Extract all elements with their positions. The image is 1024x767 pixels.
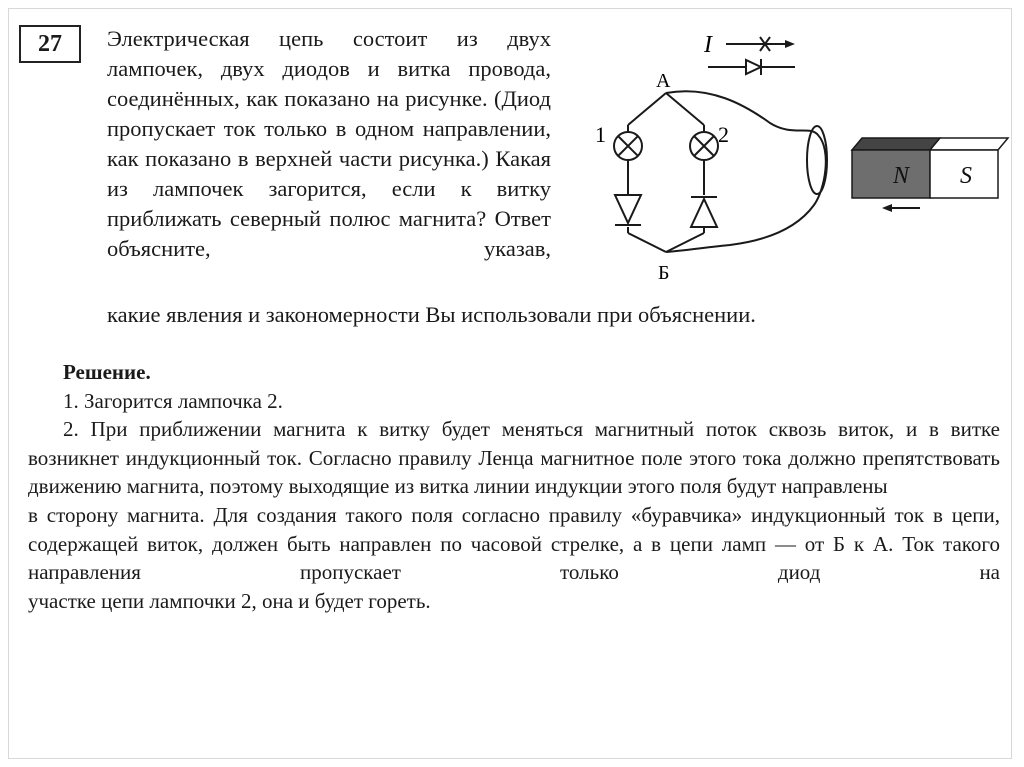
lamp-2 [690, 132, 718, 160]
diode-1 [615, 195, 641, 225]
solution-item-2-part-3: участке цепи лампочки 2, она и будет гореть. [28, 588, 431, 613]
magnet-north-label: N [892, 163, 910, 189]
magnet-motion-arrow [882, 204, 920, 212]
circuit-wires [628, 93, 704, 252]
magnet-south-label: S [960, 163, 972, 189]
question-text: Электрическая цепь состоит из двух лампочек, двух диодов и витка провода, соединённых, как показано на рисунке. (Диод пропускает ток только в одном направлении, как показано в верхней части рисунка.) Какая из лампочек загорится, если к витку приближать северный полюс магнита? Ответ объясните, указав, [107, 26, 551, 261]
circuit-diagram [570, 15, 1010, 315]
lamp-2-label: 2 [718, 122, 729, 147]
solution-block [28, 358, 1000, 615]
diode-legend-symbol [708, 59, 795, 75]
lamp-1 [614, 132, 642, 160]
lamp-1-label: 1 [595, 122, 606, 147]
magnet-north-pole [852, 150, 930, 198]
diode-legend-arrow-allowed [726, 37, 795, 51]
point-a-label: А [656, 70, 671, 92]
wire-loop-coil [807, 126, 827, 194]
solution-item-2-part-1: 2. При приближении магнита к витку будет меняться магнитный поток сквозь виток, и в витке возникнет индукционный ток. Согласно правилу Ленца магнитное поле этого тока должно препятствовать движению магнита, поэтому выходящие из витка линии индукции этого поля будут направлены [28, 417, 1000, 499]
question-text-tail: какие явления и закономерности Вы использовали при объяснении. [107, 302, 756, 327]
diode-2 [691, 197, 717, 227]
solution-item-2-part-2: в сторону магнита. Для создания такого поля согласно правилу «буравчика» индукционный ток в цепи, содержащей виток, должен быть направлен по часовой стрелке, а в цепи ламп — от Б к А. Ток такого направления пропускает только диод на [28, 502, 1000, 585]
solution-item-1: 1. Загорится лампочка 2. [63, 388, 283, 413]
current-label: I [704, 32, 712, 58]
magnet [852, 138, 1008, 198]
solution-heading: Решение. [63, 360, 151, 384]
point-b-label: Б [658, 262, 670, 284]
task-number-box: 27 [19, 25, 81, 63]
